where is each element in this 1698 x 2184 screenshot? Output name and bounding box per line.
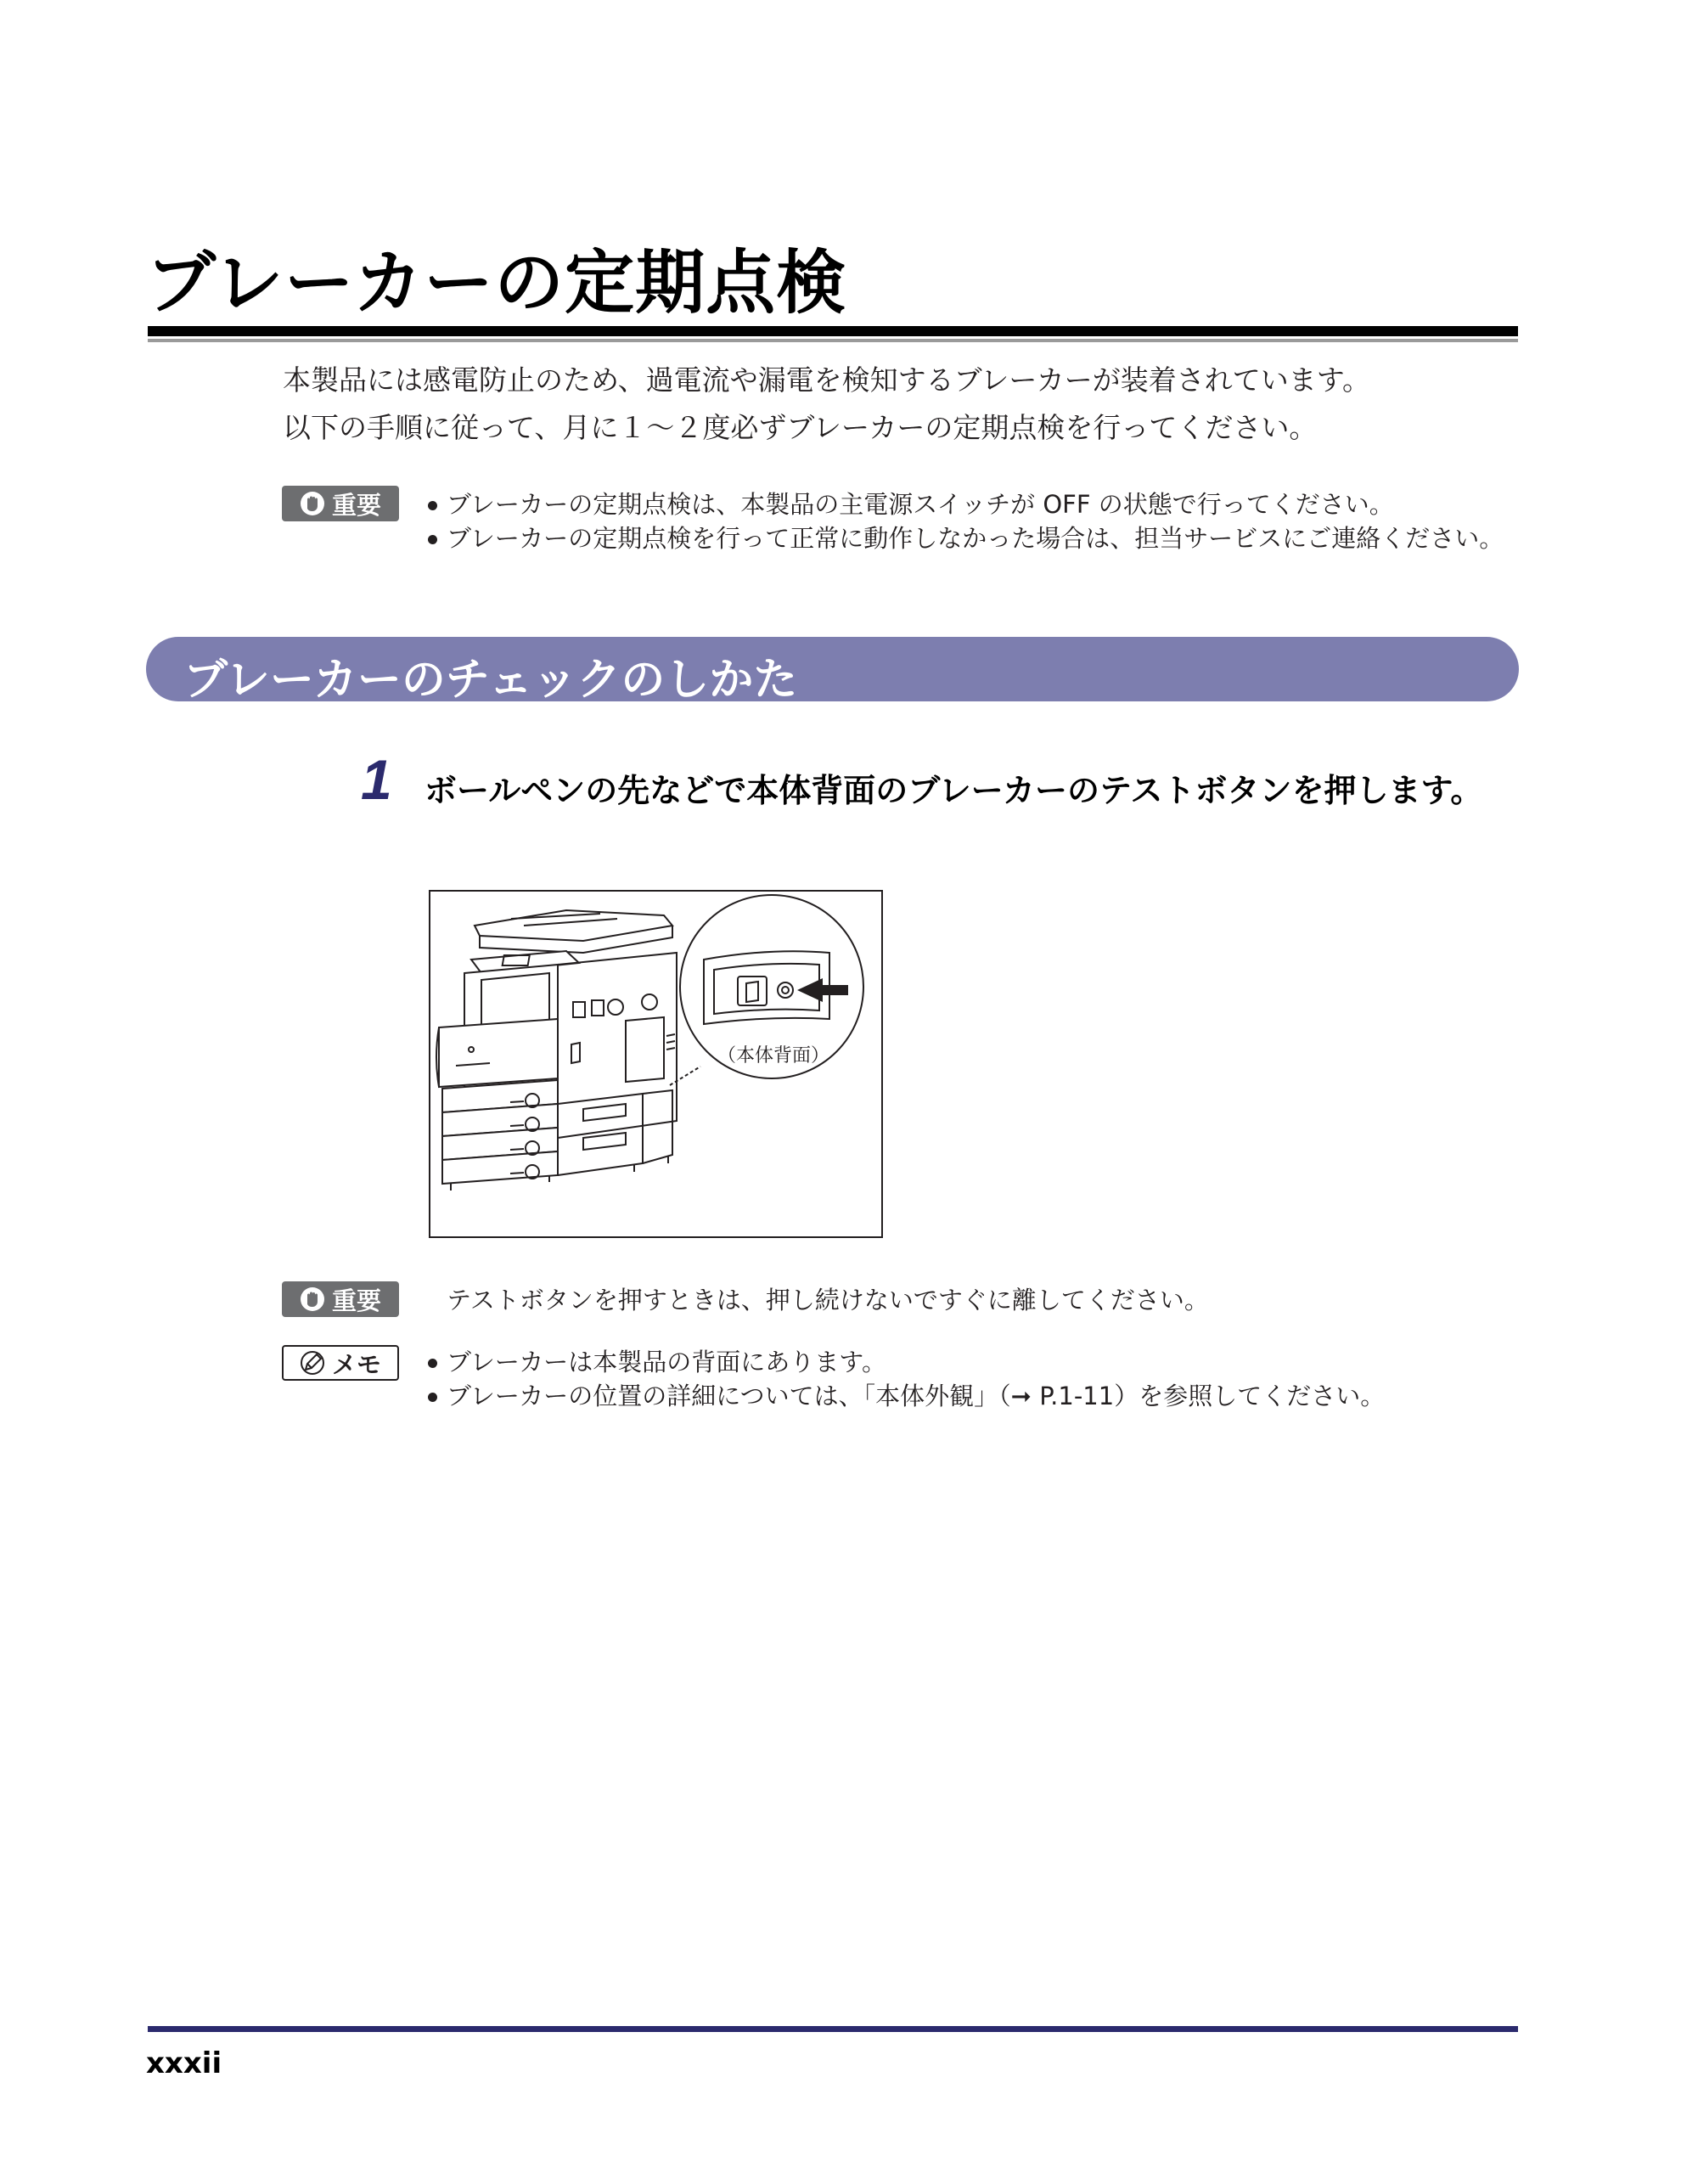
intro-line-1: 本製品には感電防止のため、過電流や漏電を検知するブレーカーが装着されています。 bbox=[283, 363, 1371, 397]
memo-note-2: ブレーカーの位置の詳細については、「本体外観」（➞ P.1-11）を参照してください。 bbox=[424, 1379, 1520, 1413]
important-badge-label: 重要 bbox=[331, 1286, 381, 1315]
title-rule bbox=[148, 326, 1518, 336]
step-text: ボールペンの先などで本体背面のブレーカーのテストボタンを押します。 bbox=[424, 772, 1483, 809]
section-header bbox=[146, 637, 1519, 706]
section-title: ブレーカーのチェックのしかた bbox=[183, 655, 798, 706]
important-note-3: テストボタンを押すときは、押し続けないですぐに離してください。 bbox=[447, 1286, 1209, 1314]
memo-note-1: ブレーカーは本製品の背面にあります。 bbox=[424, 1345, 1520, 1379]
memo-badge bbox=[282, 1345, 399, 1381]
hand-stop-icon bbox=[300, 491, 325, 516]
step-number: 1 bbox=[361, 748, 392, 811]
pencil-icon bbox=[300, 1350, 325, 1376]
important-badge-2 bbox=[282, 1281, 399, 1317]
footer-rule bbox=[148, 2026, 1518, 2032]
important-note-1: ブレーカーの定期点検は、本製品の主電源スイッチが OFF の状態で行ってください。 bbox=[424, 487, 1520, 521]
important-badge bbox=[282, 486, 399, 521]
important-badge-label: 重要 bbox=[331, 490, 381, 520]
important-notes bbox=[424, 487, 1520, 555]
hand-stop-icon bbox=[300, 1286, 325, 1312]
memo-badge-label: メモ bbox=[331, 1349, 381, 1379]
intro-text bbox=[283, 357, 1370, 452]
memo-notes bbox=[424, 1345, 1520, 1413]
title-rule-shadow bbox=[148, 339, 1518, 342]
callout-label: （本体背面） bbox=[717, 1045, 830, 1067]
page-number: xxxii bbox=[146, 2046, 222, 2080]
copier-illustration bbox=[429, 890, 883, 1238]
copier-drawing bbox=[430, 892, 881, 1236]
important-note-2: ブレーカーの定期点検を行って正常に動作しなかった場合は、担当サービスにご連絡ください。 bbox=[424, 521, 1520, 555]
page-title: ブレーカーの定期点検 bbox=[146, 243, 847, 324]
intro-line-2: 以下の手順に従って、月に１～２度必ずブレーカーの定期点検を行ってください。 bbox=[283, 411, 1318, 444]
